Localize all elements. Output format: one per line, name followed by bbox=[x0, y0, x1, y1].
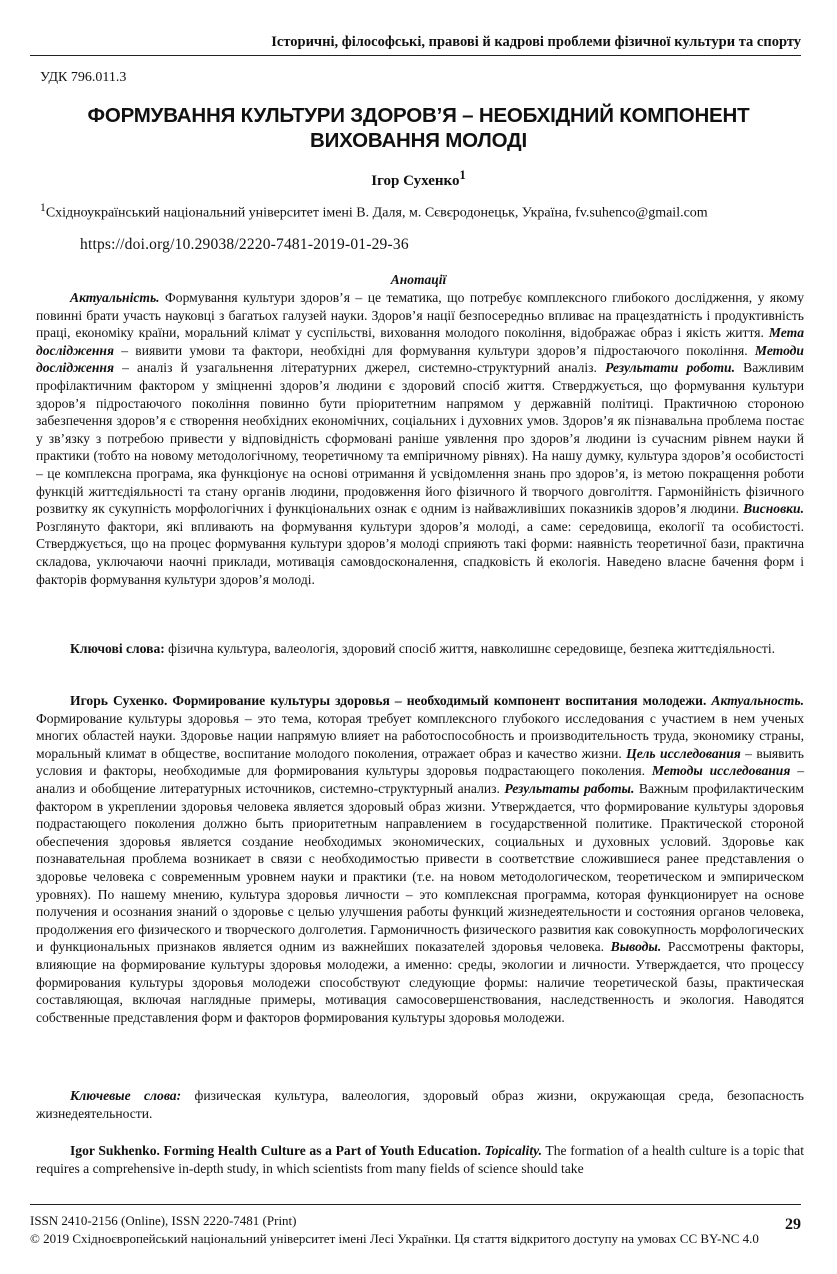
footer-divider bbox=[30, 1204, 801, 1205]
ru-results-label: Результаты работы. bbox=[504, 780, 635, 796]
page-number: 29 bbox=[785, 1216, 801, 1233]
en-topicality-text: The formation of a health culture is a topic that requires a comprehensive in-depth study, in which scientists from many fields of science should take bbox=[36, 1143, 804, 1176]
ru-conclusions-text: Рассмотрены факторы, влияющие на формирование культуры здоровья молодежи, а именно: среды, экологии и личности. Утверждается, что процессу формирования культуры здоровья молодежи способствуют следующие формы: наличие теоретической базы, практическая составляющая, включая наглядные примеры, мотивация самосовершенствования, наследственность и экология. Наводятся собственные представления форм и факторов формирования культуры здоровья молодежи. bbox=[36, 939, 804, 1025]
abstract-russian bbox=[36, 692, 804, 1026]
author-name-text: Ігор Сухенко bbox=[371, 173, 460, 189]
ua-conclusions-text: Розглянуто фактори, які впливають на формування культури здоров’я молоді, а саме: середовища, екології та особистості. Стверджується, що на процес формування культури здоров’я молоді сприяють такі форми: наявність теоретичної бази, практична складова, уключаючи наочні приклади, мотивація самовдосконалення, спадковість й екологія. Наведено власне бачення форм і факторів формування культури здоров’я молоді. bbox=[36, 518, 804, 587]
ua-aim-label: Мета дослідження bbox=[36, 325, 804, 358]
abstract-ukrainian bbox=[36, 289, 804, 588]
ru-topicality-text: Формирование культуры здоровья – это тема, которая требует комплексного глубокого исследования с участием в нем ученых многих областей науки. Здоровье нации напрямую влияет на работоспособность и производительность труда, экономику страны, моральный климат в обществе, воспитание молодого поколения, отражает образ и качество жизни. bbox=[36, 710, 804, 761]
ua-keywords-text: фізична культура, валеологія, здоровий спосіб життя, навколишнє середовище, безпека життєдіяльності. bbox=[164, 641, 776, 656]
title-line-2: ВИХОВАННЯ МОЛОДІ bbox=[310, 129, 527, 152]
ua-results-text: Важливим профілактичним фактором у зміцненні здоров’я людини є здоровий спосіб життя. Стверджується, що формування культури здоров’я підростаючого покоління повинно бути пріоритетним напрямом у державній політиці. Практичною стороною забезпечення здоров’я є створення необхідних економічних, соціальних і духовних умов. Здоров’я як пізнавальна проблема постає у зв’язку з потребою привести у відповідність сформовані раніше уявлення про здоров’я людини із сучасним рівнем науки й практики (тобто на новому методологічному, теоретичному та емпіричному рівнях). На нашу думку, культура здоров’я особистості – це комплексна програма, яка функціонує на основі отримання й усвідомлення знань про здоров’я, із метою покращення роботи функцій життєдіяльності та стану органів людини, продовження його фізичного й творчого довголіття. Гармонійність фізичного розвитку як сукупність морфологічних і функціональних ознак є одним із найважливіших показників здоров’я людини. bbox=[36, 360, 805, 517]
ru-aim-label: Цель исследования bbox=[626, 745, 741, 761]
en-lead: Igor Sukhenko. Forming Health Culture as a Part of Youth Education. bbox=[70, 1143, 481, 1158]
ua-aim-text: – виявити умови та фактори, необхідні для формування культури здоров’я підростаючого покоління. bbox=[113, 342, 755, 358]
title-line-1: ФОРМУВАННЯ КУЛЬТУРИ ЗДОРОВ’Я – НЕОБХІДНИЙ КОМПОНЕНТ bbox=[87, 104, 750, 127]
footer-copyright: © 2019 Східноєвропейський національний університет імені Лесі Українки. Ця стаття відкритого доступу на умовах CC BY-NC 4.0 bbox=[30, 1231, 759, 1246]
footer-issn: ISSN 2410-2156 (Online), ISSN 2220-7481 (Print) bbox=[30, 1213, 297, 1228]
ru-topicality-label: Актуальность. bbox=[711, 693, 804, 708]
affiliation-text: Східноукраїнський національний університет імені В. Даля, м. Сєвєродонецьк, Україна, fv.suhenco@gmail.com bbox=[45, 205, 708, 221]
annotations-heading: Анотації bbox=[390, 272, 447, 287]
keywords-ukrainian-text bbox=[36, 640, 804, 658]
ru-conclusions-label: Выводы. bbox=[610, 939, 662, 955]
article-title bbox=[30, 103, 807, 153]
udc-code: УДК 796.011.3 bbox=[40, 70, 127, 85]
ru-results-text: Важным профилактическим фактором в укреплении здоровья человека является здоровый образ жизни. Утверждается, что формирование культуры здоровья подрастающего поколения должно быть приоритетным направлением в государственной политике. Практической стороной обеспечения здоровья является создание необходимых экономических, социальных и духовных условий. Здоровье как познавательная проблема возникает в связи с необходимостью привести в соответствие сложившиеся ранее представления о здоровье человека с современным уровнем науки и практики (т.е. на новом методологическом, теоретическом и эмпирическом уровнях). По нашему мнению, культура здоровья личности – это комплексная программа, которая функционирует на основе получения и осознания знаний о здоровье с целью улучшения работы функций жизнедеятельности и состояния органов человека, продолжения его физического и творческого долголетия. Гармоничность физического развития как совокупность морфологических и функциональных признаков является одним из важнейших показателей здоровья человека. bbox=[36, 780, 804, 955]
ru-keywords-text: физическая культура, валеология, здоровый образ жизни, окружающая среда, безопасность жизнедеятельности. bbox=[36, 1088, 804, 1121]
abstract-english bbox=[36, 1142, 804, 1177]
ru-methods-label: Методы исследования bbox=[651, 763, 791, 779]
doi-link[interactable]: https://doi.org/10.29038/2220-7481-2019-01-29-36 bbox=[80, 236, 409, 253]
ru-lead: Игорь Сухенко. Формирование культуры здоровья – необходимый компонент воспитания молодежи. bbox=[70, 693, 707, 708]
abstract-russian-text bbox=[36, 692, 804, 1026]
abstract-english-text bbox=[36, 1142, 804, 1177]
ua-results-label: Результати роботи. bbox=[605, 360, 736, 376]
ua-keywords-label: Ключові слова: bbox=[70, 641, 165, 656]
ua-methods-label: Методи дослідження bbox=[36, 342, 804, 376]
author-name bbox=[0, 168, 837, 190]
affiliation-superscript: 1 bbox=[40, 201, 46, 214]
ua-conclusions-label: Висновки. bbox=[743, 501, 804, 517]
ua-methods-text: – аналіз й узагальнення літературних джерел, системно-структурний аналіз. bbox=[113, 360, 606, 376]
ru-aim-text: – выявить условия и факторы, необходимые для формирования культуры здоровья подрастающего поколения. bbox=[36, 745, 804, 779]
author-affiliation bbox=[40, 201, 807, 222]
author-superscript: 1 bbox=[459, 168, 466, 182]
ua-topicality-text: Формування культури здоров’я – це тематика, що потребує комплексного глибокого дослідження, у якому повинні брати участь науковці з багатьох галузей науки. Здоров’я нації безпосередньо впливає на працездатність і продуктивність праці, економіку країни, моральний клімат у суспільстві, виховання молодого покоління, відображає образ і якість життя. bbox=[36, 290, 804, 341]
ua-topicality-label: Актуальність. bbox=[70, 290, 160, 305]
keywords-russian-text bbox=[36, 1087, 804, 1122]
keywords-ukrainian bbox=[36, 640, 804, 658]
ru-methods-text: – анализ и обобщение литературных источников, системно-структурный анализ. bbox=[36, 763, 804, 796]
abstract-ukrainian-text bbox=[36, 289, 804, 588]
keywords-russian bbox=[36, 1087, 804, 1122]
running-header: Історичні, філософські, правові й кадрові проблеми фізичної культури та спорту bbox=[30, 34, 801, 56]
en-topicality-label: Topicality. bbox=[484, 1143, 543, 1158]
ru-keywords-label: Ключевые слова: bbox=[70, 1088, 182, 1103]
